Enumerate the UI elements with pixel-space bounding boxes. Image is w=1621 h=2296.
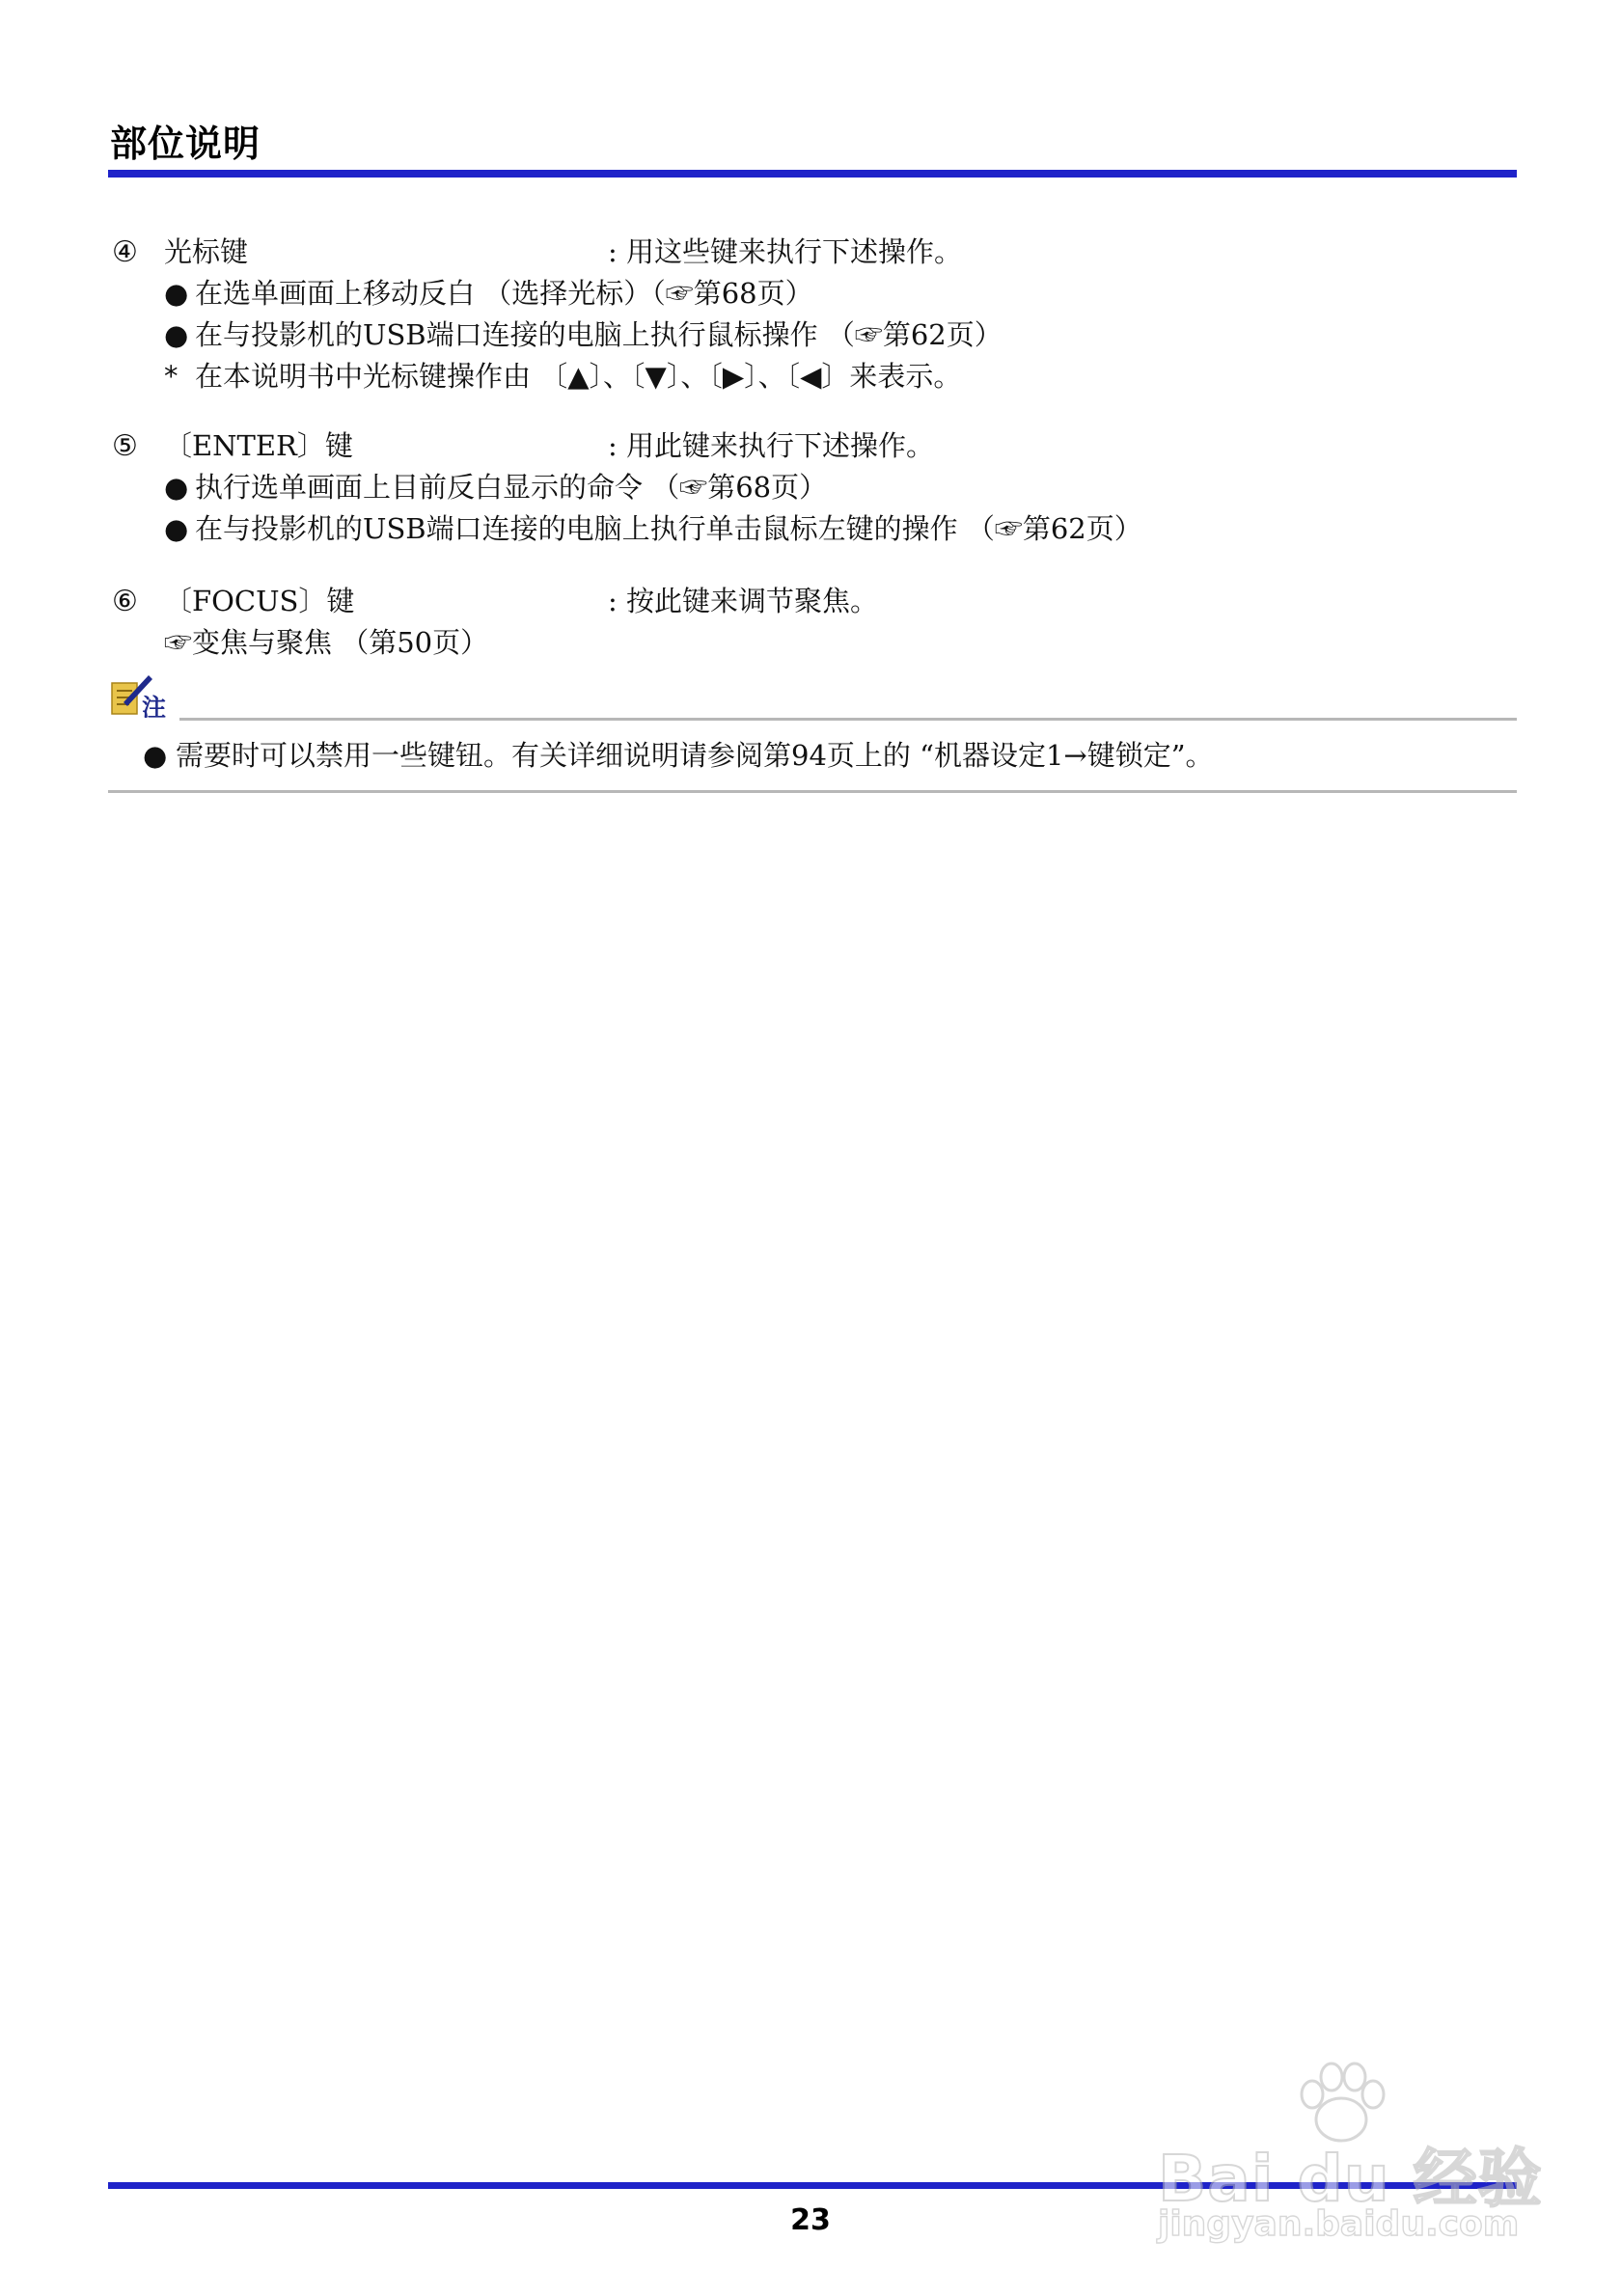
list-item — [112, 622, 1511, 664]
watermark-url: jingyan.baidu.com — [1158, 2204, 1520, 2244]
item-key-name: 〔ENTER〕键 — [164, 429, 353, 462]
list-item — [112, 356, 1511, 397]
bullet-icon: ● — [164, 471, 189, 504]
item-heading — [112, 425, 1511, 467]
page-title: 部位说明 — [110, 123, 261, 165]
item-heading — [112, 232, 1511, 273]
list-item — [112, 508, 1511, 550]
item-description: : 按此键来调节聚焦。 — [608, 585, 878, 617]
item-focus-key — [112, 581, 1511, 664]
item-enter-key — [112, 425, 1511, 550]
page-number: 23 — [790, 2203, 831, 2237]
note-divider-top — [179, 718, 1517, 721]
list-item — [112, 314, 1511, 356]
bullet-icon: ● — [143, 739, 168, 772]
watermark — [1139, 2060, 1544, 2253]
header-divider — [108, 170, 1517, 178]
bullet-icon: ● — [164, 318, 189, 351]
watermark-brand: Bai du 经验 — [1158, 2142, 1543, 2216]
list-item-text: 在与投影机的USB端口连接的电脑上执行单击鼠标左键的操作 （☞第62页） — [195, 512, 1142, 545]
list-item-text: 执行选单画面上目前反白显示的命令 （☞第68页） — [195, 471, 828, 504]
item-number: ⑥ — [112, 585, 138, 618]
item-key-name: 光标键 — [164, 235, 249, 268]
asterisk-icon: * — [164, 360, 179, 393]
list-item — [112, 467, 1511, 508]
bullet-icon: ● — [164, 277, 189, 310]
note-text: 需要时可以禁用一些键钮。有关详细说明请参阅第94页上的 “机器设定1→键锁定”。 — [176, 739, 1214, 772]
note-label: 注 — [142, 694, 167, 718]
item-number: ⑤ — [112, 429, 138, 463]
item-description: : 用这些键来执行下述操作。 — [608, 235, 962, 268]
item-key-name: 〔FOCUS〕键 — [164, 585, 355, 617]
list-item-text: 在本说明书中光标键操作由 〔▲〕、〔▼〕、〔▶〕、〔◀〕来表示。 — [195, 360, 962, 393]
note-icon — [110, 673, 172, 718]
item-number: ④ — [112, 235, 138, 269]
note-item — [143, 735, 1214, 777]
item-description: : 用此键来执行下述操作。 — [608, 429, 934, 462]
list-item-text: 在与投影机的USB端口连接的电脑上执行鼠标操作 （☞第62页） — [195, 318, 1003, 351]
list-item — [112, 273, 1511, 314]
list-item-text: 在选单画面上移动反白 （选择光标）（☞第68页） — [195, 277, 813, 310]
item-cursor-keys — [112, 232, 1511, 397]
item-heading — [112, 581, 1511, 622]
note-divider-bottom — [108, 790, 1517, 793]
bullet-icon: ● — [164, 512, 189, 545]
list-item-text: ☞变焦与聚焦 （第50页） — [164, 626, 489, 659]
